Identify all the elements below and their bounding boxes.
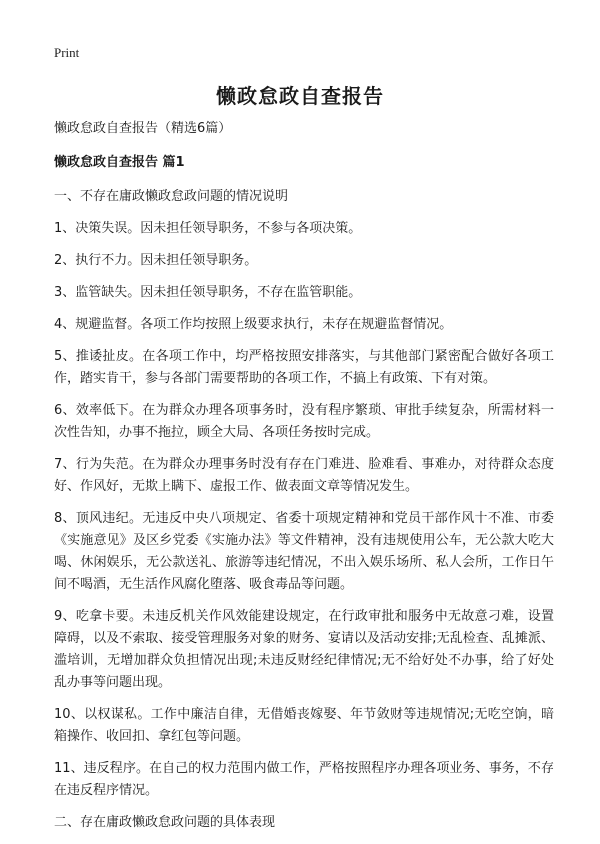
- paragraph: 4、规避监督。各项工作均按照上级要求执行，未存在规避监督情况。: [54, 317, 453, 332]
- paragraph: 10、以权谋私。工作中廉洁自律，无借婚丧嫁娶、年节敛财等违规情况;无吃空饷，暗箱操作、收回扣、拿红包等问题。: [54, 707, 554, 744]
- paragraph: 3、监管缺失。因未担任领导职务，不存在监管职能。: [54, 285, 362, 300]
- paragraph: 6、效率低下。在为群众办理各项事务时，没有程序繁琐、审批手续复杂，所需材料一次性告知，办事不拖拉，顾全大局、各项任务按时完成。: [54, 403, 554, 440]
- paragraph: 1、决策失误。因未担任领导职务，不参与各项决策。: [54, 221, 362, 236]
- paragraph: 2、执行不力。因未担任领导职务。: [54, 253, 258, 268]
- section-heading: 懒政怠政自查报告 篇1: [54, 155, 185, 170]
- paragraph: 二、存在庸政懒政怠政问题的具体表现: [54, 815, 276, 830]
- paragraph: 9、吃拿卡要。未违反机关作风效能建设规定，在行政审批和服务中无故意刁难，设置障碍，以及不索取、接受管理服务对象的财务、宴请以及活动安排;无乱检查、乱摊派、滥培训，无增加群众负担情况出现;未违反财经纪律情况;无不给好处不办事，给了好处乱办事等问题出现。: [54, 609, 554, 690]
- paragraph: 一、不存在庸政懒政怠政问题的情况说明: [54, 189, 289, 204]
- page-title: 懒政怠政自查报告: [216, 84, 384, 108]
- paragraph: 5、推诿扯皮。在各项工作中，均严格按照安排落实，与其他部门紧密配合做好各项工作，踏实肯干，参与各部门需要帮助的各项工作，不搞上有政策、下有对策。: [54, 349, 554, 386]
- paragraph: 7、行为失范。在为群众办理事务时没有存在门难进、脸难看、事难办，对待群众态度好、作风好，无欺上瞒下、虚报工作、做表面文章等情况发生。: [54, 457, 554, 494]
- document-body: [54, 118, 554, 844]
- paragraph: 8、顶风违纪。无违反中央八项规定、省委十项规定精神和党员干部作风十不准、市委《实施意见》及区乡党委《实施办法》等文件精神，没有违规使用公车，无公款大吃大喝、休闲娱乐，无公款送礼、旅游等违纪情况，不出入娱乐场所、私人会所，工作日午间不喝酒，无生活作风腐化堕落、吸食毒品等问题。: [54, 511, 554, 592]
- document-subtitle: 懒政怠政自查报告（精选6篇）: [54, 121, 232, 136]
- paragraph: 11、违反程序。在自己的权力范围内做工作，严格按照程序办理各项业务、事务，不存在违反程序情况。: [54, 761, 554, 798]
- print-link[interactable]: Print: [54, 45, 80, 60]
